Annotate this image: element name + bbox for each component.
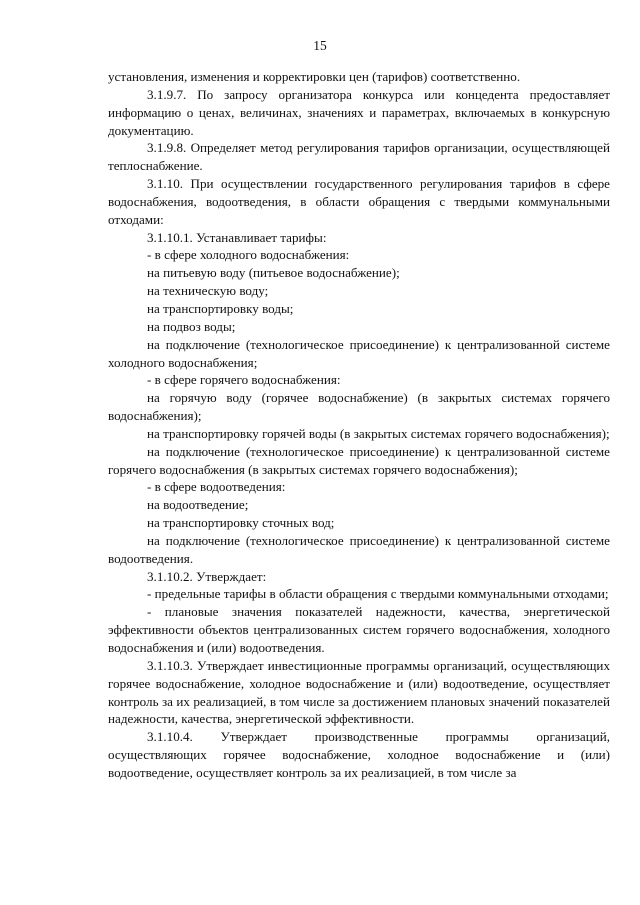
paragraph: на транспортировку горячей воды (в закрытых системах горячего водоснабжения);	[147, 425, 610, 441]
paragraph: 3.1.10. При осуществлении государственного регулирования тарифов в сфере водоснабжения, водоотведения, в области обращения с твердыми коммунальными отходами:	[108, 176, 610, 227]
document-body	[108, 68, 610, 782]
paragraph: - плановые значения показателей надежности, качества, энергетической эффективности объектов централизованных систем горячего водоснабжения, холодного водоснабжения и (или) водоотведения.	[108, 604, 610, 655]
paragraph: на транспортировку воды;	[147, 300, 294, 316]
paragraph: на подключение (технологическое присоединение) к централизованной системе холодного водоснабжения;	[108, 336, 610, 370]
paragraph: на горячую воду (горячее водоснабжение) (в закрытых системах горячего водоснабжения);	[108, 390, 610, 424]
paragraph: на подключение (технологическое присоединение) к централизованной системе горячего водоснабжения (в закрытых системах горячего водоснабжения);	[108, 443, 610, 477]
paragraph: - в сфере водоотведения:	[147, 479, 286, 495]
paragraph: на техническую воду;	[147, 283, 269, 299]
paragraph: 3.1.10.4. Утверждает производственные программы организаций, осуществляющих горячее водоснабжение, холодное водоснабжение и (или) водоотведение, осуществляет контроль за их реализацией, в том числе за	[108, 729, 610, 780]
paragraph: 3.1.10.3. Утверждает инвестиционные программы организаций, осуществляющих горячее водоснабжение, холодное водоснабжение и (или) водоотведение, осуществляет контроль за их реализацией, в том числе за достижением плановых значений показателей надежности, качества, энергетической эффективности.	[108, 657, 610, 727]
paragraph: на водоотведение;	[147, 497, 249, 513]
paragraph: 3.1.9.8. Определяет метод регулирования тарифов организации, осуществляющей теплоснабжение.	[108, 140, 610, 174]
paragraph: на подключение (технологическое присоединение) к централизованной системе водоотведения.	[108, 532, 610, 566]
paragraph: - в сфере холодного водоснабжения:	[147, 247, 350, 263]
paragraph: на транспортировку сточных вод;	[147, 515, 335, 531]
paragraph: на подвоз воды;	[147, 318, 236, 334]
paragraph: 3.1.9.7. По запросу организатора конкурса или концедента предоставляет информацию о ценах, величинах, значениях и параметрах, включаемых в конкурсную документацию.	[108, 86, 610, 138]
paragraph: - в сфере горячего водоснабжения:	[147, 372, 341, 388]
page-number: 15	[313, 38, 327, 53]
paragraph: 3.1.10.1. Устанавливает тарифы:	[147, 229, 327, 245]
paragraph: 3.1.10.2. Утверждает:	[147, 568, 267, 584]
paragraph: установления, изменения и корректировки цен (тарифов) соответственно.	[108, 69, 521, 84]
paragraph: - предельные тарифы в области обращения с твердыми коммунальными отходами;	[147, 586, 609, 602]
paragraph: на питьевую воду (питьевое водоснабжение);	[147, 265, 400, 281]
